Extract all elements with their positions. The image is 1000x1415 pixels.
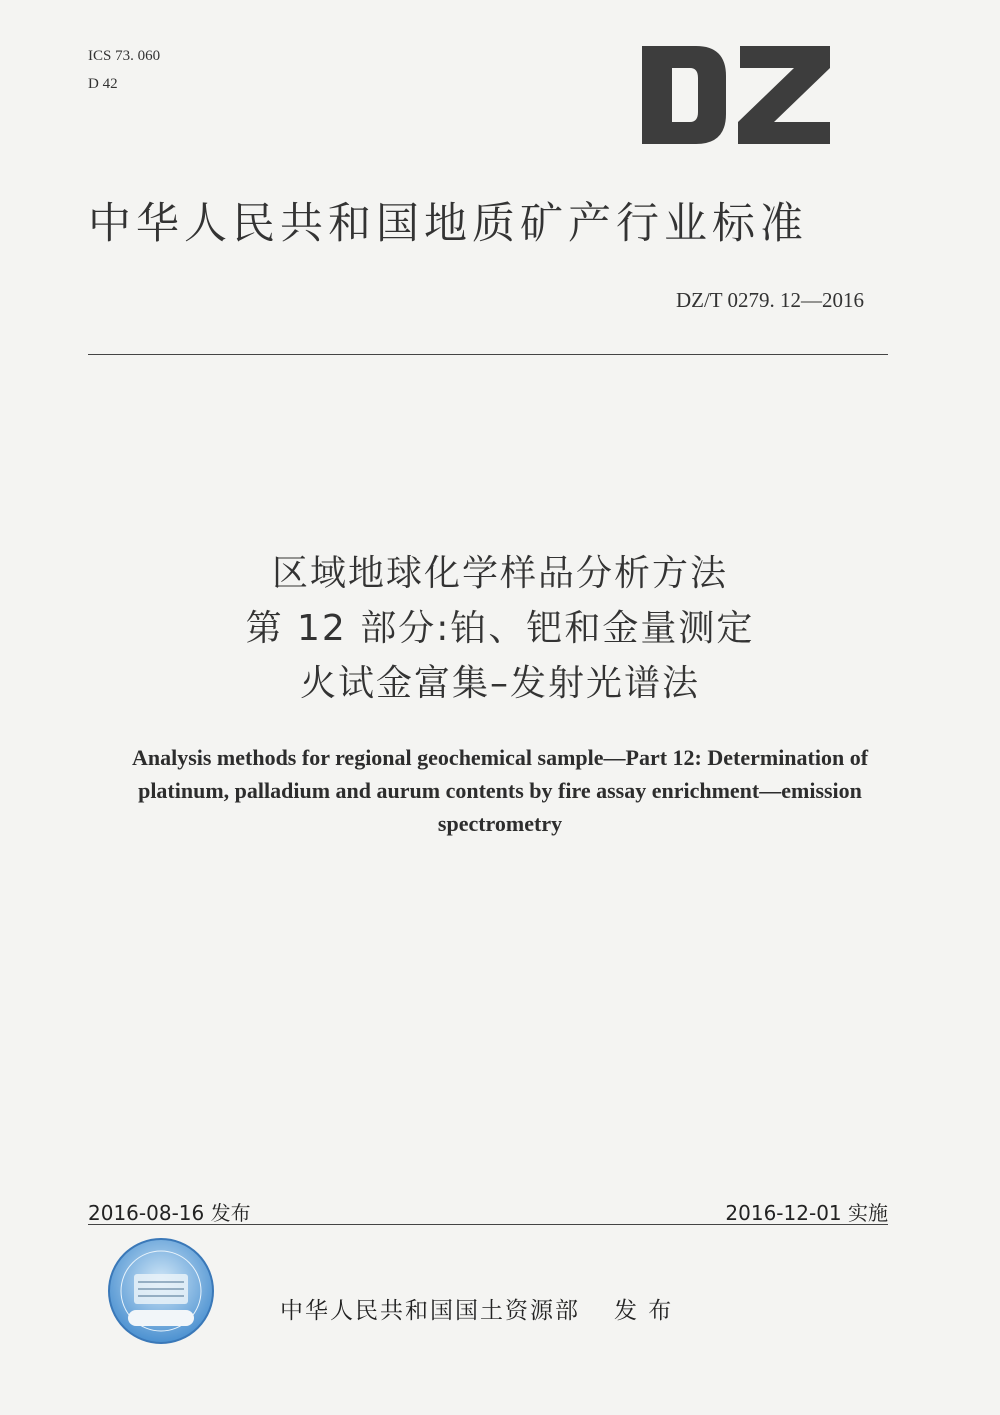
title-cn-line3: 火试金富集–发射光谱法 (299, 663, 700, 704)
standard-number: DZ/T 0279. 12—2016 (675, 288, 864, 312)
issuer-action: 发 布 (614, 1298, 674, 1324)
issuer-name: 中华人民共和国国土资源部 (280, 1298, 580, 1324)
ics-code: ICS 73. 060 (88, 48, 161, 64)
issuing-authority (280, 1292, 673, 1325)
issue-date: 2016-08-16 发布 (88, 1201, 251, 1225)
dz-logo-icon (640, 44, 832, 146)
implementation-date: 2016-12-01 实施 (725, 1201, 888, 1225)
clc-code: D 42 (88, 76, 118, 92)
anti-counterfeit-seal (106, 1236, 216, 1346)
title-en-line1: Analysis methods for regional geochemical sample—Part 12: Determination of (131, 745, 869, 770)
title-en-line3: spectrometry (437, 811, 563, 836)
top-divider (88, 354, 888, 355)
title-cn-line2: 第 12 部分:铂、钯和金量测定 (245, 608, 755, 649)
bottom-divider (88, 1224, 888, 1225)
title-cn-line1: 区域地球化学样品分析方法 (271, 553, 728, 594)
title-en-line2: platinum, palladium and aurum contents by fire assay enrichment—emission (138, 778, 862, 803)
anti-counterfeit-seal-icon (106, 1236, 216, 1346)
standard-category: 中华人民共和国地质矿产行业标准 (88, 199, 808, 249)
dz-logo (640, 44, 832, 146)
